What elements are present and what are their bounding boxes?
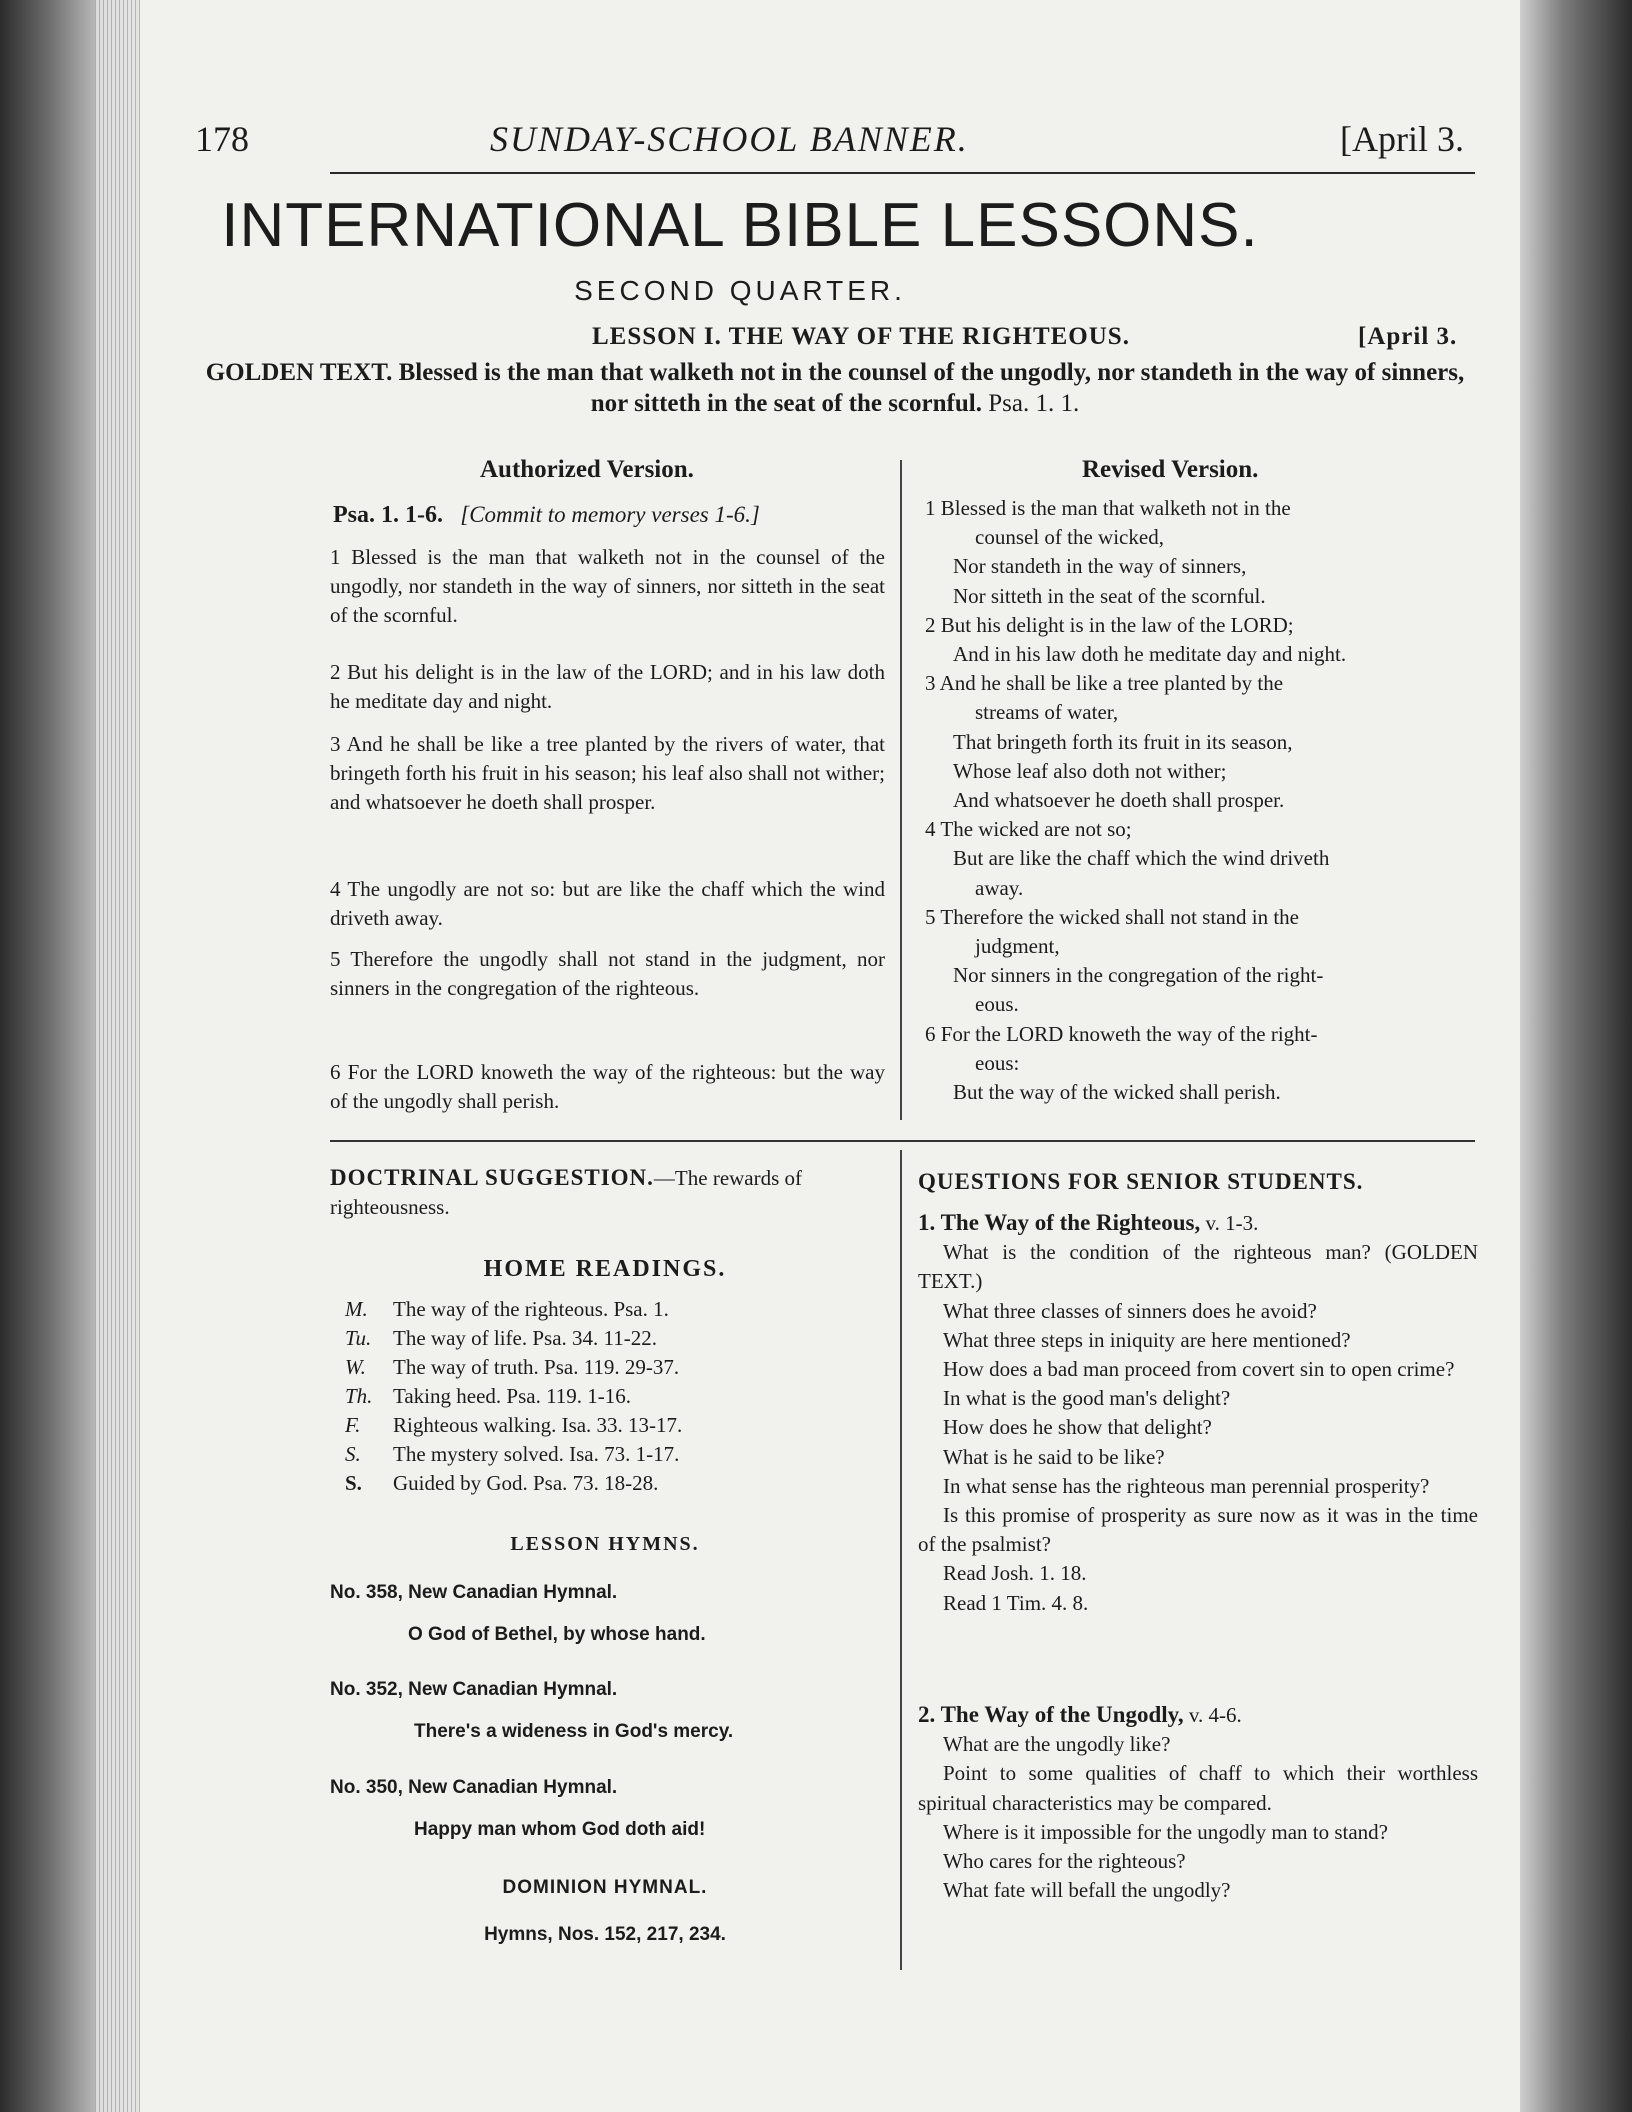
reading-item: S. The mystery solved. Isa. 73. 1-17. bbox=[345, 1442, 680, 1466]
hymn-source: No. 350, New Canadian Hymnal. bbox=[330, 1777, 618, 1798]
questions-section-1 bbox=[918, 1208, 1478, 1618]
question: Where is it impossible for the ungodly man to stand? bbox=[943, 1819, 1388, 1844]
hymn-title: Happy man whom God doth aid! bbox=[414, 1819, 706, 1840]
home-readings-heading: HOME READINGS. bbox=[483, 1256, 727, 1282]
question: In what is the good man's delight? bbox=[943, 1386, 1231, 1411]
lower-column-divider bbox=[900, 1150, 902, 1970]
rv-line: eous: bbox=[975, 1050, 1020, 1075]
reading-item: S. Guided by God. Psa. 73. 18-28. bbox=[345, 1471, 659, 1495]
av-verse-6: 6 For the LORD knoweth the way of the righteous: but the way of the ungodly shall perish. bbox=[330, 1060, 885, 1113]
question: Read Josh. 1. 18. bbox=[943, 1561, 1087, 1586]
questions-heading: QUESTIONS FOR SENIOR STUDENTS. bbox=[918, 1169, 1364, 1194]
av-verse-4: 4 The ungodly are not so: but are like the chaff which the wind driveth away. bbox=[330, 877, 885, 930]
home-readings-list bbox=[345, 1295, 895, 1498]
dominion-hymnal-heading: DOMINION HYMNAL. bbox=[502, 1877, 708, 1898]
golden-text-label: GOLDEN TEXT. bbox=[205, 359, 393, 386]
question: What three classes of sinners does he avoid? bbox=[943, 1298, 1317, 1323]
rv-line: 6 For the LORD knoweth the way of the right- bbox=[925, 1021, 1318, 1046]
rv-line: Nor sinners in the congregation of the right- bbox=[953, 963, 1324, 988]
question: What is the condition of the righteous man? (GOLDEN TEXT.) bbox=[918, 1240, 1478, 1294]
revised-heading: Revised Version. bbox=[1082, 456, 1259, 483]
question: What fate will befall the ungodly? bbox=[943, 1878, 1231, 1903]
rv-line: Whose leaf also doth not wither; bbox=[953, 758, 1227, 783]
column-divider bbox=[900, 460, 902, 1120]
rv-line: 4 The wicked are not so; bbox=[925, 817, 1132, 842]
golden-text bbox=[205, 357, 1465, 419]
rv-line: Nor sitteth in the seat of the scornful. bbox=[953, 583, 1266, 608]
golden-text-ref: Psa. 1. 1. bbox=[988, 390, 1080, 417]
question: Is this promise of prosperity as sure now as it was in the time of the psalmist? bbox=[918, 1503, 1478, 1557]
page-number: 178 bbox=[195, 119, 249, 159]
header-date: [April 3. bbox=[1340, 119, 1464, 159]
section-rule bbox=[330, 1140, 1475, 1142]
right-page-edge bbox=[1520, 0, 1632, 2112]
section-1-title: 1. The Way of the Righteous, v. 1-3. bbox=[918, 1210, 1259, 1235]
av-verse-2: 2 But his delight is in the law of the LORD; and in his law doth he meditate day and night. bbox=[330, 660, 885, 713]
lesson-heading: LESSON I. THE WAY OF THE RIGHTEOUS. bbox=[592, 323, 1130, 350]
rv-line: But the way of the wicked shall perish. bbox=[953, 1080, 1281, 1105]
reading-item: Tu. The way of life. Psa. 34. 11-22. bbox=[345, 1326, 657, 1350]
rv-line: 1 Blessed is the man that walketh not in the bbox=[925, 496, 1291, 520]
reading-item: F. Righteous walking. Isa. 33. 13-17. bbox=[345, 1413, 683, 1437]
questions-section-2 bbox=[918, 1700, 1478, 1905]
rv-line: Nor standeth in the way of sinners, bbox=[953, 554, 1247, 579]
doctrinal-label: DOCTRINAL SUGGESTION. bbox=[330, 1165, 654, 1190]
doctrinal-suggestion bbox=[330, 1163, 880, 1222]
memory-note: [Commit to memory verses 1-6.] bbox=[460, 502, 760, 527]
rv-line: 5 Therefore the wicked shall not stand in the bbox=[925, 904, 1300, 929]
rv-line: away. bbox=[975, 875, 1024, 900]
question: What three steps in iniquity are here mentioned? bbox=[943, 1327, 1351, 1352]
rv-line: And in his law doth he meditate day and night. bbox=[953, 642, 1347, 667]
authorized-heading: Authorized Version. bbox=[480, 456, 694, 483]
rv-line: And whatsoever he doeth shall prosper. bbox=[953, 788, 1285, 813]
rv-line: eous. bbox=[975, 992, 1019, 1017]
scripture-ref-label: Psa. 1. 1-6. bbox=[333, 502, 443, 528]
page-edges bbox=[95, 0, 140, 2112]
revised-text bbox=[925, 494, 1475, 1107]
question: Who cares for the righteous? bbox=[943, 1849, 1186, 1874]
av-verse-3: 3 And he shall be like a tree planted by the rivers of water, that bringeth forth his fruit in his season; his leaf also shall not wither; and whatsoever he doeth shall prosper. bbox=[330, 732, 885, 814]
question: In what sense has the righteous man perennial prosperity? bbox=[943, 1473, 1430, 1498]
dominion-hymn-numbers: Hymns, Nos. 152, 217, 234. bbox=[484, 1924, 726, 1945]
rv-line: That bringeth forth its fruit in its season, bbox=[953, 729, 1293, 754]
rv-line: But are like the chaff which the wind driveth bbox=[953, 846, 1330, 871]
rv-line: streams of water, bbox=[975, 700, 1119, 725]
question: What are the ungodly like? bbox=[943, 1732, 1171, 1757]
hymn-source: No. 352, New Canadian Hymnal. bbox=[330, 1679, 618, 1700]
golden-text-body: Blessed is the man that walketh not in the counsel of the ungodly, nor standeth in the way of sinners, nor sitteth in the seat of the scornful. bbox=[398, 359, 1465, 417]
reading-item: W. The way of truth. Psa. 119. 29-37. bbox=[345, 1355, 680, 1379]
rv-line: counsel of the wicked, bbox=[975, 525, 1164, 550]
hymn-title: There's a wideness in God's mercy. bbox=[414, 1721, 734, 1742]
page-title: INTERNATIONAL BIBLE LESSONS. bbox=[221, 191, 1259, 260]
header-rule bbox=[330, 172, 1475, 174]
lesson-hymns-heading: LESSON HYMNS. bbox=[510, 1533, 700, 1555]
question: Read 1 Tim. 4. 8. bbox=[943, 1590, 1089, 1615]
doctrinal-text: —The rewards of righteousness. bbox=[330, 1166, 803, 1219]
publication-title: SUNDAY-SCHOOL BANNER. bbox=[490, 119, 969, 159]
rv-line: 2 But his delight is in the law of the LORD; bbox=[925, 612, 1294, 637]
hymn-source: No. 358, New Canadian Hymnal. bbox=[330, 1582, 618, 1603]
reading-item: Th. Taking heed. Psa. 119. 1-16. bbox=[345, 1384, 632, 1408]
rv-line: judgment, bbox=[975, 934, 1060, 959]
section-2-title: 2. The Way of the Ungodly, v. 4-6. bbox=[918, 1702, 1242, 1727]
reading-item: M. The way of the righteous. Psa. 1. bbox=[345, 1297, 669, 1321]
rv-line: 3 And he shall be like a tree planted by the bbox=[925, 671, 1284, 696]
question: How does he show that delight? bbox=[943, 1415, 1212, 1440]
hymn-title: O God of Bethel, by whose hand. bbox=[408, 1624, 706, 1645]
av-verse-1: 1 Blessed is the man that walketh not in the counsel of the ungodly, nor standeth in the way of sinners, nor sitteth in the seat of the scornful. bbox=[330, 545, 885, 627]
question: Point to some qualities of chaff to which their worthless spiritual characteristics may be compared. bbox=[918, 1761, 1478, 1815]
scripture-reference bbox=[333, 502, 760, 529]
lesson-date: [April 3. bbox=[1358, 323, 1458, 350]
question: How does a bad man proceed from covert sin to open crime? bbox=[943, 1357, 1455, 1382]
question: What is he said to be like? bbox=[943, 1444, 1165, 1469]
quarter-subtitle: SECOND QUARTER. bbox=[574, 275, 906, 306]
av-verse-5: 5 Therefore the ungodly shall not stand in the judgment, nor sinners in the congregation of the righteous. bbox=[330, 947, 885, 1000]
